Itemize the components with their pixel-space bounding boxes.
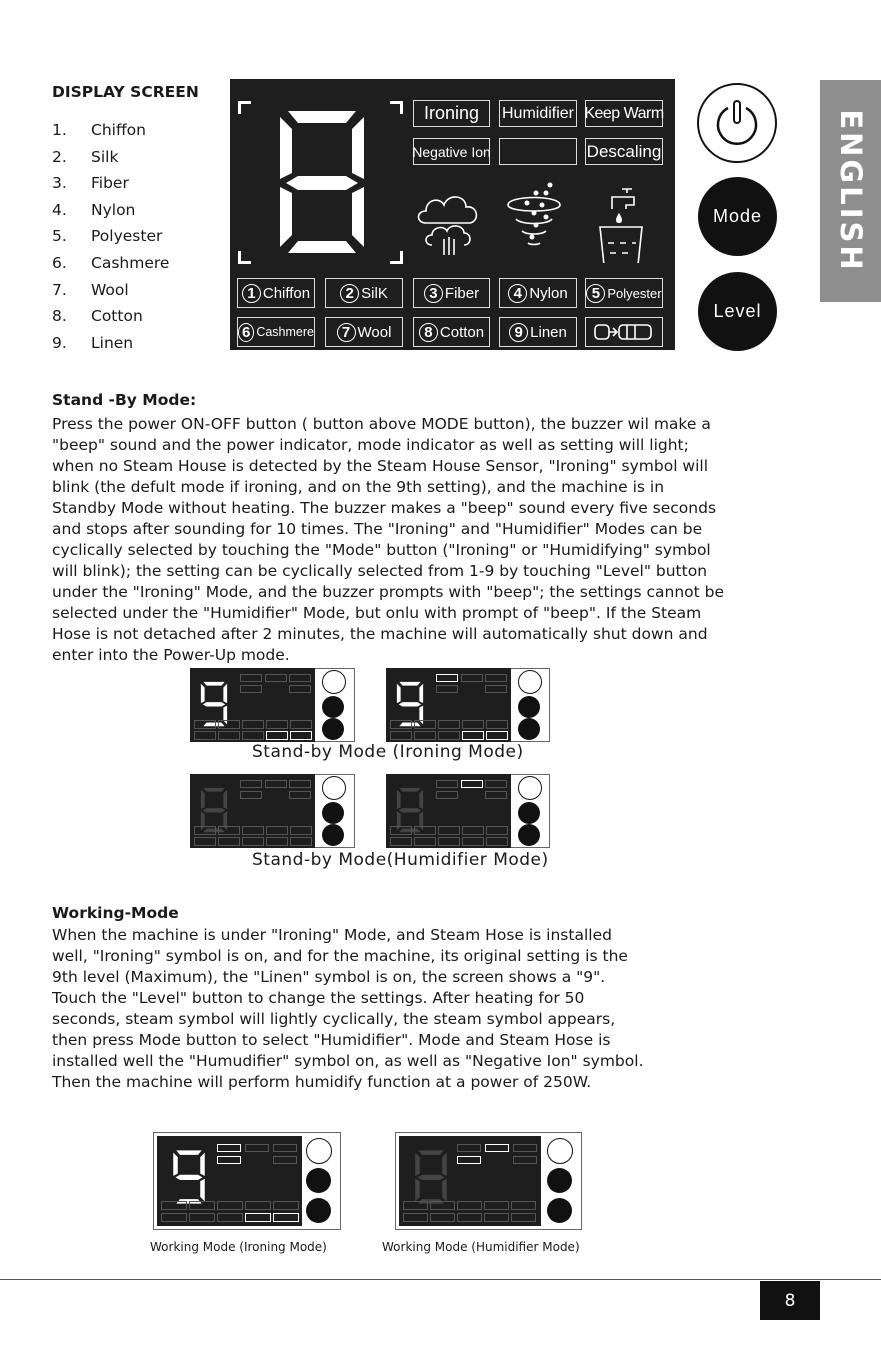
mini-power-icon [322, 670, 346, 694]
steam-hose-box [585, 317, 663, 347]
mini-display [386, 668, 511, 742]
language-label: ENGLISH [833, 109, 868, 273]
mini-power-icon [518, 670, 542, 694]
fabric-chiffon: 1 Chiffon [237, 278, 315, 308]
standby-humidifier-caption: Stand-by Mode(Humidifier Mode) [252, 850, 549, 870]
corner-mark [390, 251, 403, 264]
mini-level-button [547, 1198, 572, 1223]
level-button[interactable]: Level [698, 272, 777, 351]
language-tab [820, 80, 881, 302]
blank-label [499, 138, 577, 165]
mini-mode-button [547, 1168, 572, 1193]
negative-ion-label: Negative Ion [413, 138, 490, 165]
page-number: 8 [760, 1281, 820, 1320]
power-icon [709, 95, 765, 151]
corner-mark [238, 101, 251, 114]
fabric-fiber: 3 Fiber [413, 278, 490, 308]
keep-warm-label: Keep Warm [585, 100, 663, 127]
standby-ironing-caption: Stand-by Mode (Ironing Mode) [252, 742, 524, 762]
list-item: 7. Wool [52, 280, 129, 299]
fabric-silk: 2 SilK [325, 278, 403, 308]
footer-divider [0, 1279, 881, 1280]
mini-display [386, 774, 511, 848]
descaling-icon [592, 183, 652, 263]
fabric-list [52, 117, 169, 356]
display-screen-title: DISPLAY SCREEN [52, 83, 199, 101]
list-item: 6. Cashmere [52, 253, 170, 272]
mini-level-button [322, 824, 344, 846]
working-title: Working-Mode [52, 904, 179, 922]
fabric-cotton: 8 Cotton [413, 317, 490, 347]
list-item: 2. Silk [52, 147, 119, 166]
power-button[interactable] [697, 83, 777, 163]
mini-power-icon [547, 1138, 573, 1164]
mini-display [190, 668, 315, 742]
descaling-label: Descaling [585, 138, 663, 165]
fabric-polyester: 5 Polyester [585, 278, 663, 308]
seven-segment-digit-icon [274, 107, 370, 257]
mini-level-button [322, 718, 344, 740]
steam-icon [414, 189, 484, 259]
mini-display [190, 774, 315, 848]
fabric-linen: 9 Linen [499, 317, 577, 347]
standby-title: Stand -By Mode: [52, 391, 197, 409]
humidifier-label: Humidifier [499, 100, 577, 127]
fabric-wool: 7 Wool [325, 317, 403, 347]
mini-mode-button [306, 1168, 331, 1193]
list-item: 5. Polyester [52, 227, 163, 246]
corner-mark [238, 251, 251, 264]
digit-nine-icon [171, 1146, 207, 1208]
list-item: 4. Nylon [52, 200, 136, 219]
list-item: 8. Cotton [52, 307, 143, 326]
mini-level-button [306, 1198, 331, 1223]
list-item: 1. Chiffon [52, 121, 146, 139]
list-item: 9. Linen [52, 333, 134, 352]
steam-hose-icon [593, 322, 655, 342]
working-humidifier-caption: Working Mode (Humidifier Mode) [382, 1240, 580, 1254]
mini-level-button [518, 824, 540, 846]
working-paragraph: When the machine is under "Ironing" Mode, and Steam Hose is installed well, "Ironing" symbol is on, and for the machine, its original setting is the 9th level (Maximum), the "Linen" symbol is on, the screen shows a "9". Touch the "Level" button to change the settings. After heating for 50 seconds, steam symbol will lightly cyclically, the steam symbol appears, then press Mode button to select "Humidifier". Mode and Steam Hose is installed well the "Humudifier" symbol on, as well as "Negative Ion" symbol. Then the machine will perform humidify function at a power of 250W. [52, 926, 644, 1091]
humidifier-icon [500, 179, 570, 259]
ironing-label: Ironing [413, 100, 490, 127]
mini-display [157, 1136, 302, 1226]
mini-display [399, 1136, 541, 1226]
mini-mode-button [322, 696, 344, 718]
mini-mode-button [518, 696, 540, 718]
display-panel [230, 79, 675, 350]
working-ironing-caption: Working Mode (Ironing Mode) [150, 1240, 327, 1254]
fabric-cashmere: 6 Cashmere [237, 317, 315, 347]
digit-eight-dim-icon [413, 1146, 449, 1208]
corner-mark [390, 101, 403, 114]
standby-paragraph: Press the power ON-OFF button ( button above MODE button), the buzzer wil make a "beep" sound and the power indicator, mode indicator as well as setting will light; when no Steam House is detected by the Steam House Sensor, "Ironing" symbol will blink (the defult mode if ironing, and on the 9th setting), and the machine is in Standby Mode without heating. The buzzer makes a "beep" sound every five seconds and stops after sounding for 10 times. The "Ironing" and "Humidifier" Modes can be cyclically selected by touching the "Mode" button ("Ironing" or "Humidifying" symbol will blink); the setting can be cyclically selected from 1-9 by touching "Level" button under the "Ironing" Mode, and the buzzer prompts with "beep"; the settings cannot be selected under the "Humidifier" Mode, but onlu with prompt of "beep". If the Steam Hose is not detached after 2 minutes, the machine will automatically shut down and enter into the Power-Up mode. [52, 415, 725, 664]
mini-power-icon [518, 776, 542, 800]
mini-level-button [518, 718, 540, 740]
mode-button[interactable]: Mode [698, 177, 777, 256]
mini-power-icon [322, 776, 346, 800]
mini-mode-button [322, 802, 344, 824]
fabric-nylon: 4 Nylon [499, 278, 577, 308]
mini-power-icon [306, 1138, 332, 1164]
mini-mode-button [518, 802, 540, 824]
list-item: 3. Fiber [52, 174, 129, 193]
